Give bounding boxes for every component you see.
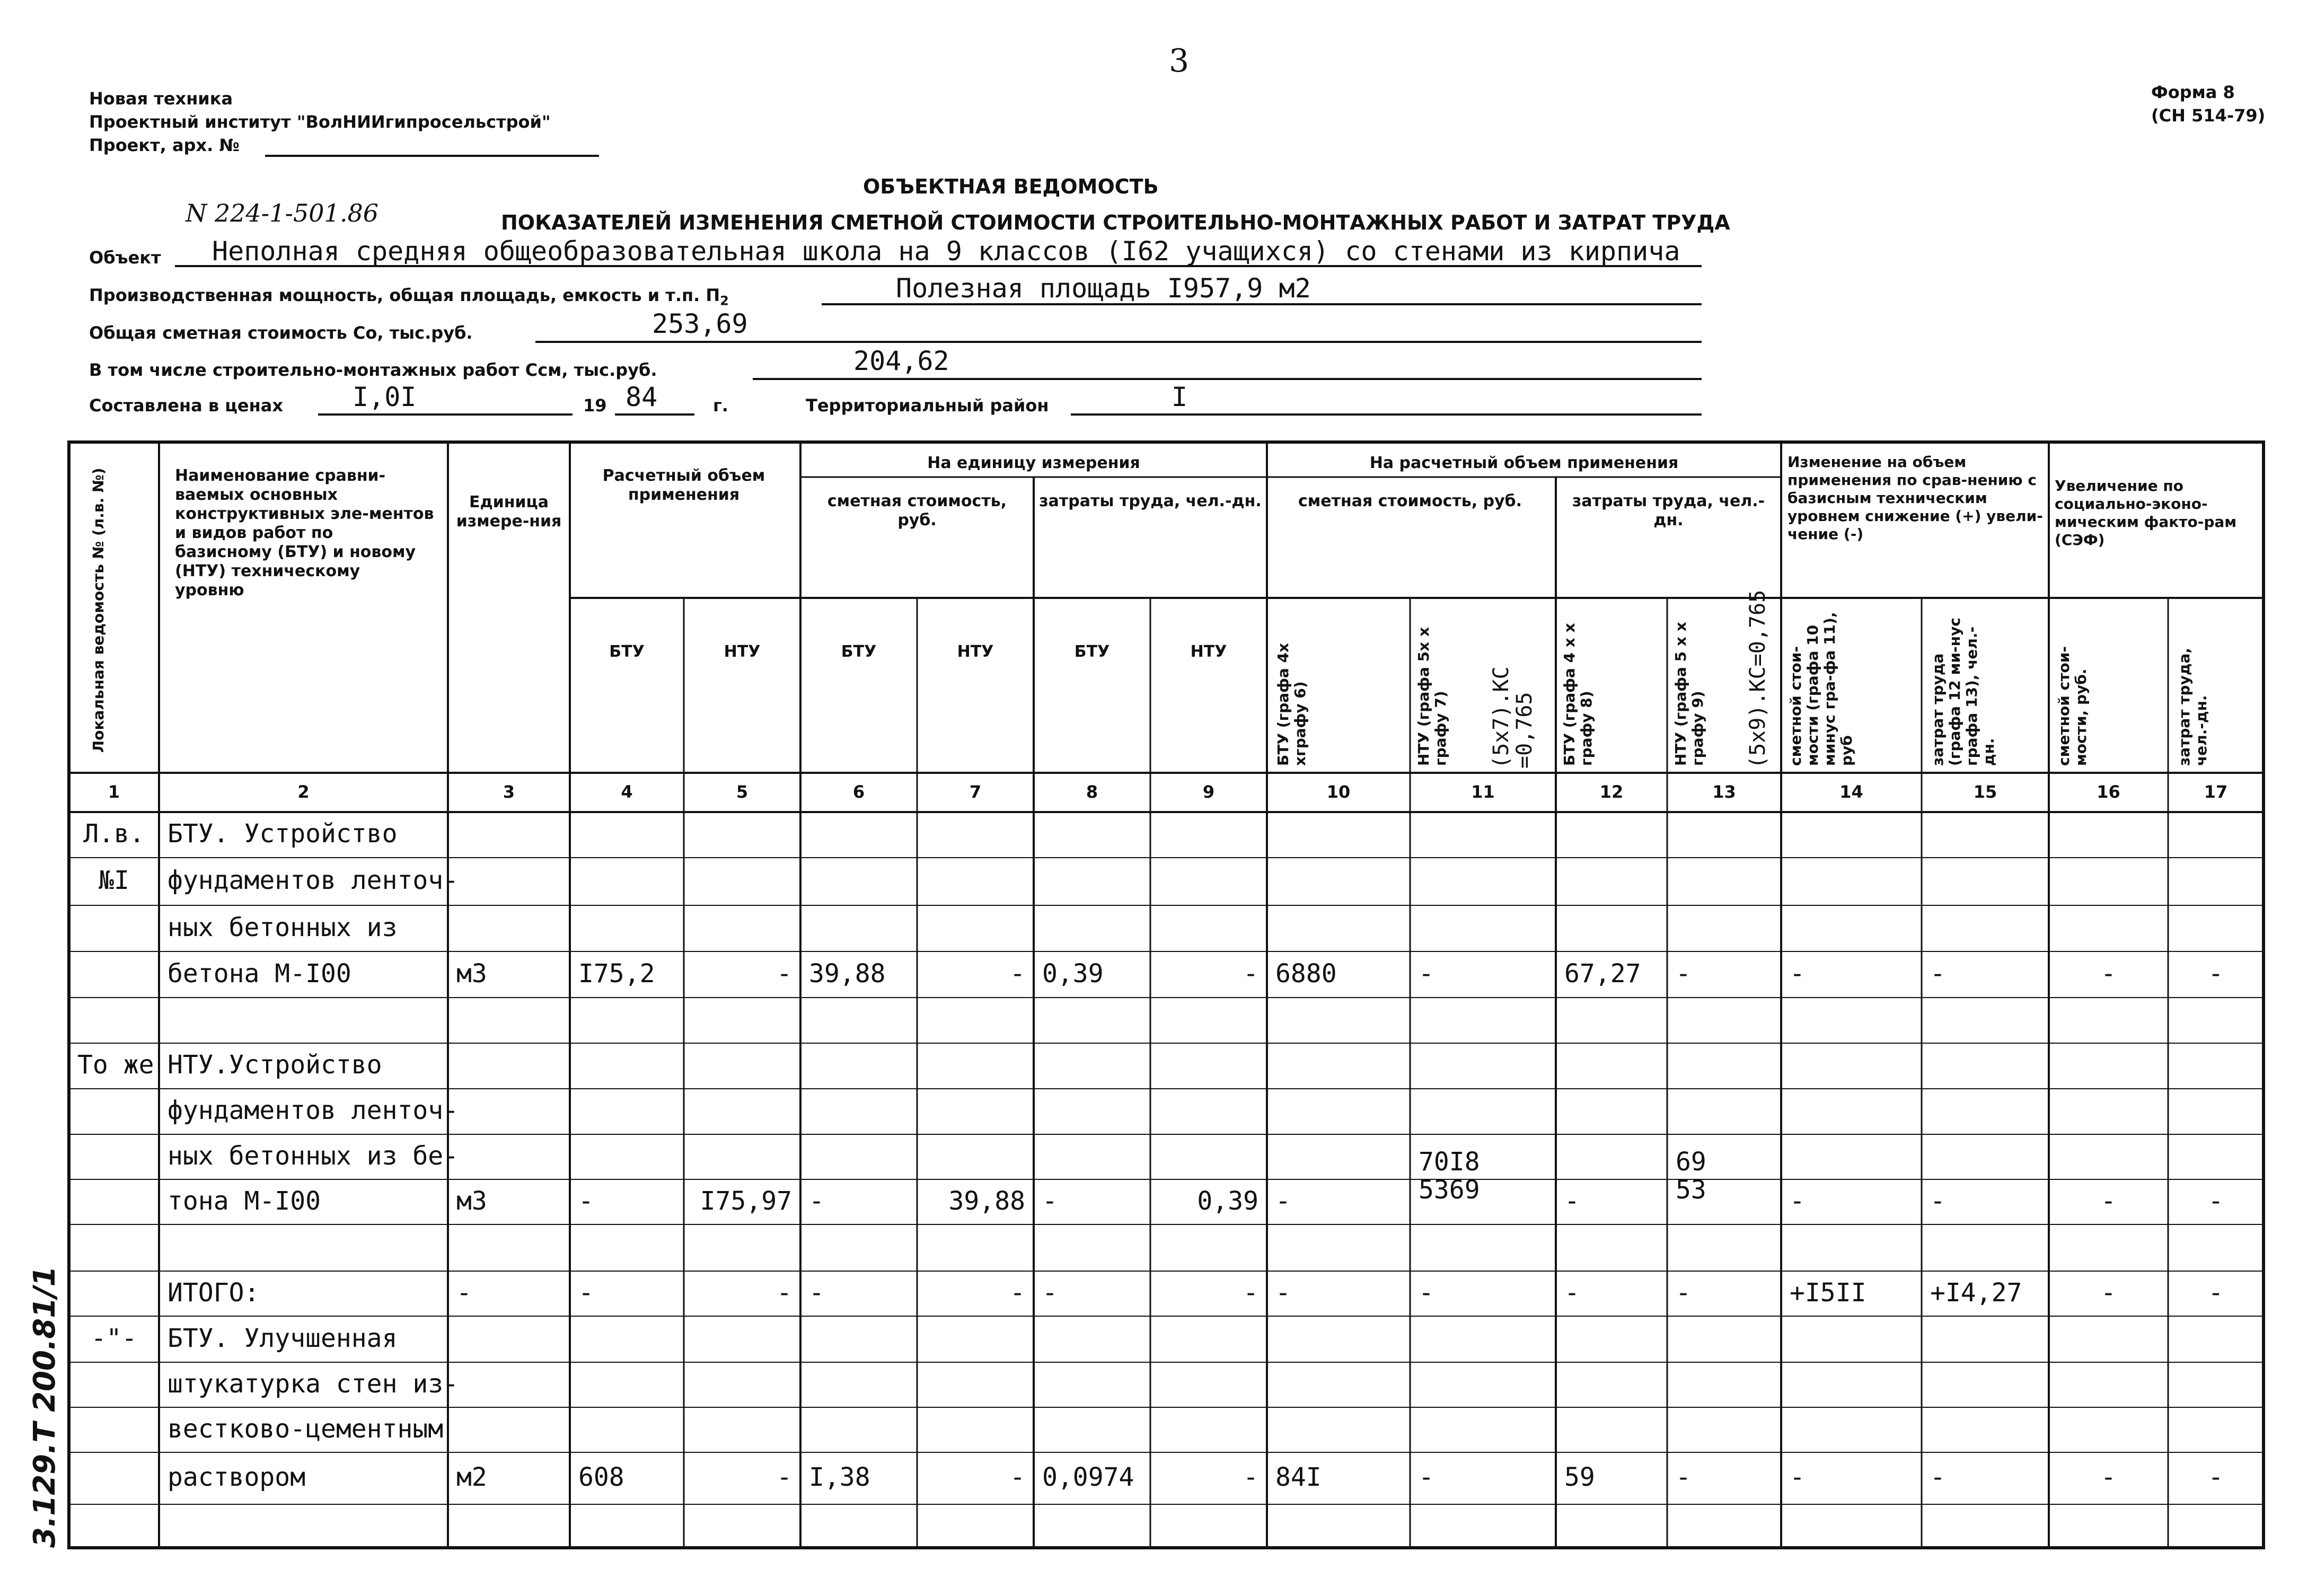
header-new-tech: Новая техника [89,89,233,109]
year-suffix: г. [713,395,728,416]
table-cell-c11: - [1419,1277,1434,1308]
header-col1011: сметная стоимость, руб. [1298,492,1522,510]
table-cell-c2: вестково-цементным [168,1414,444,1444]
table-cell-c9: - [1243,958,1258,989]
sub-btu-8: БТУ [1074,642,1110,661]
table-cell-c13: 53 [1676,1175,1706,1205]
prices-value: I,0I [353,382,417,412]
page-number: 3 [1169,42,1190,80]
table-cell-c2: фундаментов ленточ- [168,1096,459,1125]
col-number: 5 [736,782,748,802]
table-cell-c2: ИТОГО: [168,1277,260,1308]
table-cell-c4: - [578,1277,594,1308]
table-cell-c8: - [1042,1277,1058,1308]
table-cell-c2: НТУ.Устройство [168,1050,382,1080]
col-number: 7 [969,782,982,802]
sub-ntu-9: НТУ [1190,642,1227,661]
table-cell-c17: - [2208,1186,2224,1216]
table-cell-c4: - [578,1186,594,1216]
sub-col16: сметной стои-мости, руб. [2055,646,2090,766]
table-cell-c1: Л.в. [83,819,145,849]
total-cost-value: 253,69 [652,308,748,339]
sub-col10: БТУ (графа 4х хграфу 6) [1274,642,1309,766]
document-title: ОБЪЕКТНАЯ ВЕДОМОСТЬ [863,175,1159,198]
table-cell-c12: 67,27 [1564,958,1641,989]
table-cell-c12: - [1564,1277,1580,1308]
table-cell-c14: - [1790,958,1805,989]
header-col89: затраты труда, чел.-дн. [1039,492,1262,510]
document-subtitle: ПОКАЗАТЕЛЕЙ ИЗМЕНЕНИЯ СМЕТНОЙ СТОИМОСТИ СТРОИТЕЛЬНО-МОНТАЖНЫХ РАБОТ И ЗАТРАТ ТРУДА [501,211,1730,234]
header-col45: Расчетный объем применения [602,466,765,504]
table-cell-c15: - [1930,1462,1945,1492]
table-cell-c8: - [1042,1186,1058,1216]
table-cell-c1: То же [77,1050,154,1080]
col-number: 8 [1086,782,1098,802]
table-cell-c10: 84I [1275,1462,1322,1492]
sub-col14: сметной стои-мости (графа 10 минус гра-фа 11), руб [1787,612,1855,766]
table-cell-c16: - [2101,1186,2116,1216]
year-value: 84 [626,382,658,412]
table-cell-c7: 39,88 [948,1186,1025,1216]
table-cell-c8: 0,39 [1042,958,1104,989]
table-cell-c6: 39,88 [809,958,886,989]
col-number: 4 [621,782,633,802]
col-number: 16 [2097,782,2120,802]
col-number: 3 [503,782,515,802]
header-col1617: Увеличение по социально-эконо-мическим факто-рам (СЭФ) [2055,477,2237,549]
table-cell-c11: - [1419,1462,1434,1492]
form-number: Форма 8 [2151,82,2235,102]
table-cell-c2: раствором [168,1462,306,1492]
table-cell-c1: -"- [91,1323,137,1353]
margin-note: 3.129.Т 200.81/1 [28,1266,62,1548]
table-cell-c8: 0,0974 [1042,1462,1134,1492]
table-cell-c3: - [456,1277,472,1308]
table-cell-c11: 70I8 [1419,1147,1480,1177]
table-cell-c12: - [1564,1186,1580,1216]
table-cell-c16: - [2101,958,2116,989]
table-cell-c3: м3 [456,1186,487,1216]
table-cell-c11: 5369 [1419,1175,1480,1205]
capacity-value: Полезная площадь I957,9 м2 [896,273,1311,304]
col-number: 17 [2204,782,2228,802]
capacity-label-sub: 2 [720,293,729,308]
sub-btu-4: БТУ [609,642,645,661]
sub-col13: НТУ (графа 5 х х графу 9) [1672,622,1706,766]
table-cell-c7: - [1010,1277,1025,1308]
table-cell-c2: ных бетонных из [168,912,398,942]
object-label: Объект [89,248,161,268]
table-cell-c17: - [2208,958,2224,989]
table-cell-c7: - [1010,1462,1025,1492]
sub-btu-6: БТУ [841,642,877,661]
table-cell-c5: - [777,958,792,989]
table-cell-c10: 6880 [1275,958,1337,989]
table-cell-c10: - [1275,1277,1291,1308]
col-number: 10 [1326,782,1351,802]
table-cell-c9: - [1243,1277,1258,1308]
col-number: 13 [1712,782,1736,802]
table-cell-c2: ных бетонных из бе- [168,1141,459,1171]
table-cell-c17: - [2208,1462,2224,1492]
col-number: 9 [1202,782,1215,802]
table-cell-c4: 608 [578,1462,624,1492]
table-cell-c6: - [809,1277,824,1308]
table-cell-c10: - [1275,1186,1291,1216]
header-col3: Единица измере-ния [456,493,562,531]
region-value: I [1172,382,1188,412]
sub-col11: НТУ (графа 5х х графу 7) [1415,627,1449,766]
table-cell-c2: БТУ. Улучшенная [168,1323,398,1353]
region-label: Территориальный район [806,395,1049,416]
header-group-unit: На единицу измерения [927,454,1140,472]
capacity-label-text: Производственная мощность, общая площадь, емкость и т.п. П [89,285,720,305]
table-cell-c13: 69 [1676,1147,1706,1177]
sub-col17: затрат труда, чел.-дн. [2176,648,2210,766]
table-cell-c15: - [1930,958,1945,989]
table-cell-c15: +I4,27 [1930,1277,2022,1308]
table-cell-c9: 0,39 [1197,1186,1258,1216]
form-code: (СН 514-79) [2151,105,2266,126]
header-col1213: затраты труда, чел.-дн. [1572,492,1765,530]
sub-col11-hand: (5х7).КС =0,765 [1489,666,1537,769]
table-cell-c7: - [1010,958,1025,989]
header-institute: Проектный институт "ВолНИИгипросельстрой" [89,112,551,132]
table-cell-c14: - [1790,1186,1805,1216]
table-cell-c9: - [1243,1462,1258,1492]
header-col2: Наименование сравни-ваемых основных конструктивных эле-ментов и видов работ по базисному (БТУ) и новому (НТУ) техническому уровню [175,466,434,599]
col-number: 11 [1471,782,1495,802]
table-cell-c5: - [777,1277,792,1308]
total-cost-label: Общая сметная стоимость Со, тыс.руб. [89,323,473,343]
col-number: 15 [1973,782,1997,802]
table-cell-c13: - [1676,1462,1691,1492]
prices-label: Составлена в ценах [89,395,283,416]
table-cell-c2: тона М-I00 [168,1186,321,1216]
table-cell-c1: №I [99,866,129,895]
document-number: N 224-1-501.86 [186,199,378,227]
col-number: 2 [297,782,310,802]
sub-ntu-7: НТУ [957,642,994,661]
smr-value: 204,62 [853,346,949,376]
table-cell-c2: бетона М-I00 [168,958,351,989]
year-prefix: 19 [583,395,607,416]
table-cell-c11: - [1419,958,1434,989]
table-cell-c16: - [2101,1277,2116,1308]
sub-col13-hand: (5х9).КС=0,765 [1746,589,1770,769]
table-cell-c17: - [2208,1277,2224,1308]
header-col1: Локальная ведомость № (л.в. №) [90,468,107,753]
table-cell-c6: I,38 [809,1462,870,1492]
sub-ntu-5: НТУ [724,642,761,661]
table-cell-c5: - [777,1462,792,1492]
table-cell-c2: фундаментов ленточ- [168,866,459,895]
table-cell-c15: - [1930,1186,1945,1216]
table-cell-c4: I75,2 [578,958,655,989]
sub-col12: БТУ (графа 4 х х графу 8) [1561,623,1595,766]
header-col1415: Изменение на объем применения по срав-нению с базисным техническим уровнем снижение (+) увели-чение (-) [1787,453,2043,543]
sub-col15: затрат труда (графа 12 ми-нус графа 13), чел.-дн. [1929,618,1997,766]
smr-label: В том числе строительно-монтажных работ Ссм, тыс.руб. [89,360,657,380]
col-number: 1 [108,782,120,802]
table-cell-c3: м2 [456,1462,487,1492]
table-cell-c6: - [809,1186,824,1216]
table-cell-c3: м3 [456,958,487,989]
table-cell-c2: штукатурка стен из- [168,1369,459,1399]
col-number: 14 [1839,782,1863,802]
table-cell-c13: - [1676,1277,1691,1308]
header-col67: сметная стоимость, руб. [827,492,1007,530]
table-cell-c16: - [2101,1462,2116,1492]
col-number: 12 [1599,782,1624,802]
table-cell-c13: - [1676,958,1691,989]
table-cell-c14: +I5II [1790,1277,1866,1308]
table-cell-c2: БТУ. Устройство [168,819,398,849]
col-number: 6 [852,782,865,802]
table-cell-c14: - [1790,1462,1805,1492]
table-cell-c12: 59 [1564,1462,1595,1492]
header-project: Проект, арх. № [89,135,240,155]
object-value: Неполная средняя общеобразовательная школа на 9 классов (I62 учащихся) со стенами из кирпича [212,236,1680,267]
header-group-volume: На расчетный объем применения [1369,454,1679,472]
table-cell-c5: I75,97 [700,1186,792,1216]
